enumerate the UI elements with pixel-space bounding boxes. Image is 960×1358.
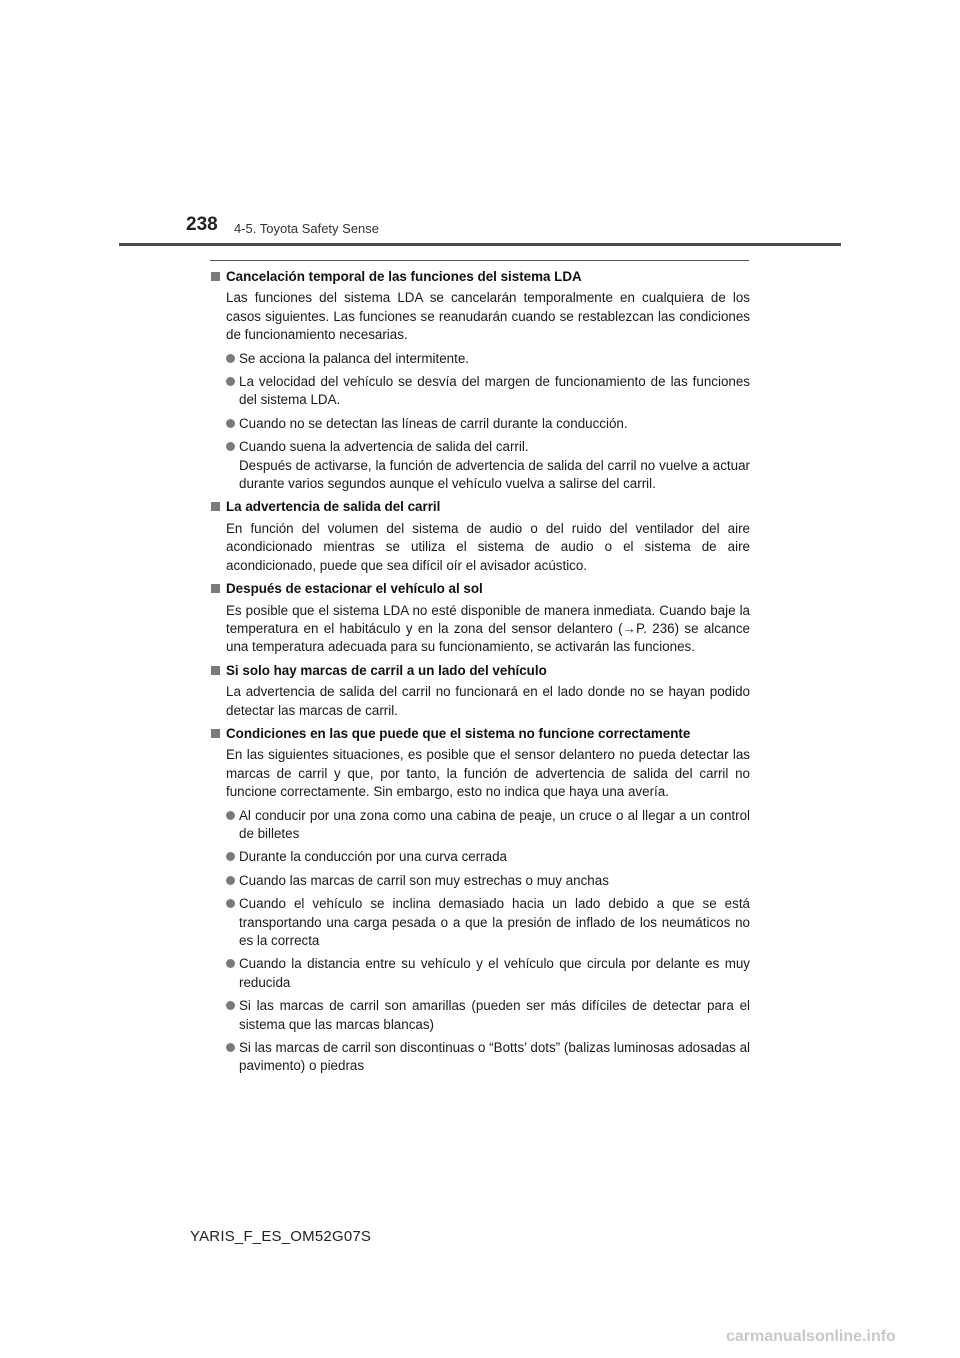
section-heading-text: Cancelación temporal de las funciones del sistema LDA [226,269,582,284]
circle-bullet-icon [226,959,235,968]
document-code: YARIS_F_ES_OM52G07S [190,1228,372,1245]
page-content [210,268,750,1081]
body-paragraph: En las siguientes situaciones, es posible que el sensor delantero no pueda detectar las marcas de carril y que, por tanto, la función de advertencia de salida del carril no funcione correctamente. Sin embargo, esto no indica que haya una avería. [226,747,750,800]
list-item [226,848,750,866]
square-bullet-icon [211,666,220,675]
content-section [210,268,750,493]
list-item [226,895,750,950]
square-bullet-icon [211,584,220,593]
circle-bullet-icon [226,852,235,861]
list-item [226,997,750,1034]
list-item [226,807,750,844]
list-item-text: Cuando no se detectan las líneas de carril durante la conducción. [239,415,628,431]
watermark: carmanualsonline.info [726,1328,896,1345]
page-number: 238 [186,214,218,235]
content-section [210,725,750,1076]
section-heading [210,498,750,516]
list-item-text: Si las marcas de carril son discontinuas o “Botts’ dots” (balizas luminosas adosadas al pavimento) o piedras [239,1040,750,1074]
list-item-text: Cuando el vehículo se inclina demasiado hacia un lado debido a que se está transportando una carga pesada o a que la presión de inflado de los neumáticos no es la correcta [239,896,750,948]
square-bullet-icon [211,502,220,511]
circle-bullet-icon [226,377,235,386]
list-item-text: Al conducir por una zona como una cabina de peaje, un cruce o al llegar a un control de billetes [239,807,750,841]
list-item [226,872,750,890]
section-heading [210,268,750,286]
body-paragraph: Las funciones del sistema LDA se cancelarán temporalmente en cualquiera de los casos siguientes. Las funciones se reanudarán cuando se restablezcan las condiciones de funcionamiento necesarias. [226,290,750,343]
circle-bullet-icon [226,1043,235,1052]
content-section [210,662,750,720]
circle-bullet-icon [226,354,235,363]
body-paragraph: La advertencia de salida del carril no funcionará en el lado donde no se hayan podido detectar las marcas de carril. [226,684,750,718]
circle-bullet-icon [226,442,235,451]
section-heading-text: La advertencia de salida del carril [226,499,441,515]
list-item-text: Si las marcas de carril son amarillas (pueden ser más difíciles de detectar para el sistema que las marcas blancas) [239,998,750,1032]
list-item-text: Cuando suena la advertencia de salida del carril. Después de activarse, la función de advertencia de salida del carril no vuelve a actuar durante varios segundos aunque el vehículo vuelva a salirse del carril. [239,439,750,492]
list-item [226,373,750,410]
list-item-text: Durante la conducción por una curva cerrada [239,849,507,865]
section-heading [210,725,750,743]
list-item-text: Cuando las marcas de carril son muy estrechas o muy anchas [239,872,609,888]
list-item [226,1039,750,1076]
content-section [210,498,750,575]
circle-bullet-icon [226,899,235,908]
section-heading-text: Si solo hay marcas de carril a un lado del vehículo [226,662,547,678]
square-bullet-icon [211,272,220,281]
page-header [0,0,960,250]
content-divider [210,260,749,261]
list-item-text: La velocidad del vehículo se desvía del margen de funcionamiento de las funciones del sistema LDA. [239,374,750,408]
circle-bullet-icon [226,1001,235,1010]
body-paragraph: Es posible que el sistema LDA no esté disponible de manera inmediata. Cuando baje la temperatura en el habitáculo y en la zona del sensor delantero (→P. 236) se alcance una temperatura adecuada para su funcionamiento, se activarán las funciones. [226,602,750,655]
square-bullet-icon [211,729,220,738]
section-heading-text: Después de estacionar el vehículo al sol [226,581,483,597]
list-item [226,955,750,992]
section-heading-text: Condiciones en las que puede que el sistema no funcione correctamente [226,725,691,741]
list-item [226,350,750,368]
header-divider [119,243,841,246]
section-title: 4-5. Toyota Safety Sense [234,221,380,236]
content-section [210,580,750,657]
circle-bullet-icon [226,419,235,428]
circle-bullet-icon [226,811,235,820]
list-item-text: Cuando la distancia entre su vehículo y el vehículo que circula por delante es muy reducida [239,956,750,990]
circle-bullet-icon [226,876,235,885]
section-heading [210,580,750,598]
list-item [226,415,750,433]
body-paragraph: En función del volumen del sistema de audio o del ruido del ventilador del aire acondicionado mientras se utiliza el sistema de audio o el sistema de aire acondicionado, puede que sea difícil oír el avisador acústico. [226,520,750,573]
list-item-text: Se acciona la palanca del intermitente. [239,350,470,366]
list-item [226,438,750,493]
section-heading [210,662,750,680]
